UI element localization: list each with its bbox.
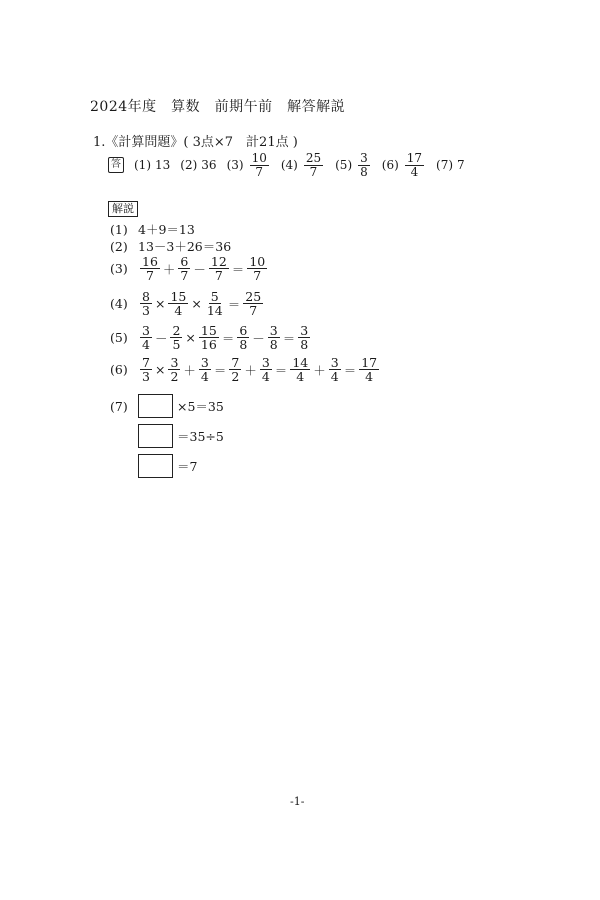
denominator: 8 bbox=[269, 337, 278, 352]
fraction bbox=[290, 356, 310, 383]
denominator: 7 bbox=[145, 268, 154, 283]
explanation-line-6 bbox=[110, 356, 381, 383]
denominator: 4 bbox=[296, 369, 305, 384]
denominator: 7 bbox=[249, 303, 258, 318]
explanation-line-5 bbox=[110, 324, 312, 351]
fraction bbox=[199, 356, 211, 383]
numerator: 3 bbox=[360, 150, 368, 165]
expression-6 bbox=[138, 356, 381, 383]
numerator: 7 bbox=[231, 355, 240, 370]
numerator: 17 bbox=[361, 355, 378, 370]
answer-item bbox=[382, 152, 426, 179]
problem-number: (4) bbox=[110, 296, 128, 311]
expression-text: 13－3＋26＝36 bbox=[138, 239, 232, 254]
explanation-label: 解説 bbox=[108, 201, 138, 217]
explanation-line-3 bbox=[110, 255, 269, 282]
denominator: 4 bbox=[174, 303, 183, 318]
blank-box bbox=[138, 424, 173, 448]
denominator: 3 bbox=[142, 303, 150, 318]
problem-number: (2) bbox=[110, 238, 128, 254]
numerator: 2 bbox=[172, 323, 181, 338]
denominator: 4 bbox=[410, 164, 419, 179]
operator: ＋ bbox=[313, 362, 326, 378]
fraction bbox=[170, 324, 182, 351]
operator: ＝ bbox=[227, 296, 241, 312]
denominator: 4 bbox=[365, 369, 374, 384]
numerator: 10 bbox=[249, 254, 266, 269]
fraction bbox=[168, 356, 180, 383]
numerator: 3 bbox=[261, 355, 270, 370]
denominator: 14 bbox=[206, 303, 223, 318]
denominator: 7 bbox=[309, 164, 318, 179]
answer-fraction bbox=[358, 152, 370, 179]
numerator: 5 bbox=[210, 289, 219, 304]
operator: ＝ bbox=[274, 362, 288, 378]
answer-number: (6) bbox=[381, 158, 399, 172]
answer-number: (4) bbox=[280, 158, 298, 172]
denominator: 7 bbox=[255, 164, 264, 179]
fraction bbox=[199, 324, 219, 351]
operator: ＋ bbox=[162, 261, 176, 277]
denominator: 7 bbox=[180, 268, 189, 283]
numerator: 17 bbox=[406, 150, 423, 165]
box-equation bbox=[138, 454, 197, 478]
operator: － bbox=[252, 330, 265, 346]
numerator: 3 bbox=[300, 323, 309, 338]
explanation-line-1 bbox=[110, 220, 195, 238]
fraction bbox=[178, 255, 190, 282]
numerator: 25 bbox=[245, 289, 262, 304]
operator: ＝ bbox=[343, 362, 357, 378]
denominator: 3 bbox=[142, 369, 150, 384]
operator: × bbox=[185, 330, 196, 345]
denominator: 2 bbox=[231, 369, 240, 384]
answer-number: (3) bbox=[226, 158, 244, 172]
answer-item bbox=[227, 152, 271, 179]
answer-fraction bbox=[304, 152, 323, 179]
operator: × bbox=[191, 296, 202, 311]
operator: ＋ bbox=[244, 362, 257, 378]
answer-row bbox=[108, 148, 475, 182]
numerator: 15 bbox=[200, 323, 217, 338]
page-number: -1- bbox=[290, 795, 305, 808]
numerator: 3 bbox=[330, 355, 339, 370]
fraction bbox=[243, 290, 263, 317]
blank-box bbox=[138, 394, 173, 418]
answer-fraction bbox=[405, 152, 424, 179]
answer-number: (5) bbox=[335, 158, 353, 172]
box-equation-text: ×5＝35 bbox=[177, 399, 224, 414]
fraction bbox=[209, 255, 229, 282]
answer-mark-icon: 答 bbox=[108, 157, 124, 173]
fraction bbox=[298, 324, 310, 351]
numerator: 3 bbox=[170, 355, 179, 370]
operator: × bbox=[154, 362, 166, 377]
denominator: 8 bbox=[360, 164, 368, 179]
answer-item bbox=[281, 152, 325, 179]
box-equation bbox=[138, 394, 224, 418]
fraction bbox=[205, 290, 225, 317]
operator: ＋ bbox=[183, 362, 196, 378]
operator: ＝ bbox=[231, 261, 245, 277]
problem-number: (6) bbox=[110, 362, 128, 377]
fraction bbox=[140, 290, 152, 317]
expression-text: 4＋9＝13 bbox=[138, 222, 195, 237]
fraction bbox=[140, 356, 152, 383]
box-equation-text: ＝35÷5 bbox=[177, 429, 224, 444]
problem-number: (3) bbox=[110, 261, 128, 276]
denominator: 4 bbox=[261, 369, 270, 384]
numerator: 16 bbox=[142, 254, 158, 269]
denominator: 8 bbox=[239, 337, 248, 352]
fraction bbox=[237, 324, 249, 351]
operator: － bbox=[154, 330, 168, 346]
answer-item bbox=[436, 158, 465, 172]
answer-number: (7) bbox=[436, 158, 454, 172]
fraction bbox=[140, 324, 152, 351]
fraction bbox=[329, 356, 341, 383]
box-equation-text: ＝7 bbox=[177, 459, 198, 474]
page-title: 2024年度 算数 前期午前 解答解説 bbox=[90, 99, 346, 115]
denominator: 8 bbox=[300, 337, 309, 352]
denominator: 5 bbox=[172, 337, 181, 352]
fraction bbox=[359, 356, 379, 383]
answer-item bbox=[335, 152, 372, 179]
explanation-line-4 bbox=[110, 290, 265, 317]
fraction bbox=[260, 356, 272, 383]
denominator: 4 bbox=[200, 369, 209, 384]
fraction bbox=[168, 290, 188, 317]
operator: ＝ bbox=[282, 330, 296, 346]
numerator: 6 bbox=[239, 323, 248, 338]
operator: ＝ bbox=[213, 362, 227, 378]
expression-3 bbox=[138, 255, 269, 282]
explanation-line-2 bbox=[110, 237, 231, 255]
denominator: 4 bbox=[330, 369, 339, 384]
box-equation bbox=[138, 424, 224, 448]
numerator: 7 bbox=[142, 355, 150, 370]
blank-box bbox=[138, 454, 173, 478]
answer-value: 36 bbox=[201, 158, 217, 172]
fraction bbox=[229, 356, 241, 383]
answer-number: (2) bbox=[180, 158, 198, 172]
numerator: 25 bbox=[305, 150, 322, 165]
operator: ＝ bbox=[221, 330, 235, 346]
numerator: 6 bbox=[180, 254, 189, 269]
answer-item bbox=[134, 158, 170, 172]
answer-value: 7 bbox=[457, 158, 465, 172]
section-heading: 1.《計算問題》( 3点×7 計21点 ) bbox=[93, 135, 298, 150]
fraction bbox=[140, 255, 160, 282]
numerator: 3 bbox=[200, 355, 209, 370]
denominator: 4 bbox=[142, 337, 150, 352]
answer-item bbox=[180, 158, 216, 172]
numerator: 3 bbox=[269, 323, 278, 338]
numerator: 8 bbox=[142, 289, 150, 304]
problem-number: (7) bbox=[110, 398, 128, 414]
answer-value: 13 bbox=[155, 158, 171, 172]
denominator: 7 bbox=[253, 268, 262, 283]
answer-number: (1) bbox=[134, 158, 151, 172]
numerator: 12 bbox=[210, 254, 227, 269]
answer-fraction bbox=[250, 152, 269, 179]
expression-4 bbox=[138, 290, 265, 317]
problem-number: (1) bbox=[110, 221, 128, 237]
denominator: 2 bbox=[170, 369, 179, 384]
fraction bbox=[268, 324, 280, 351]
problem-number: (5) bbox=[110, 330, 128, 345]
expression-5 bbox=[138, 324, 312, 351]
fraction bbox=[247, 255, 267, 282]
numerator: 15 bbox=[170, 289, 187, 304]
numerator: 3 bbox=[142, 323, 150, 338]
numerator: 14 bbox=[292, 355, 309, 370]
numerator: 10 bbox=[251, 150, 267, 165]
explanation-line-7 bbox=[110, 394, 224, 418]
operator: － bbox=[193, 261, 206, 277]
denominator: 7 bbox=[214, 268, 223, 283]
denominator: 16 bbox=[200, 337, 217, 352]
operator: × bbox=[154, 296, 166, 311]
